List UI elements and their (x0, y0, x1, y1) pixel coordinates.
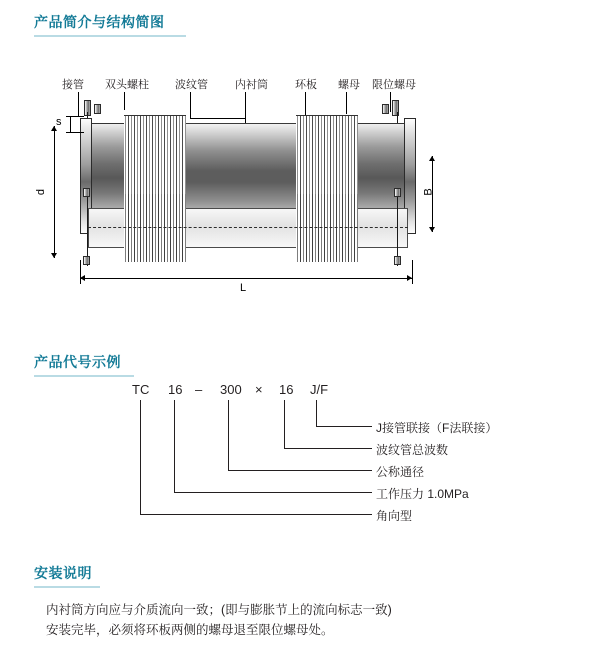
code-desc-waves: 波纹管总波数 (376, 443, 449, 457)
install-note-1: 内衬筒方向应与介质流向一致；(即与膨胀节上的流向标志一致) (46, 603, 392, 617)
heading-rule-3 (34, 586, 100, 588)
code-leader-v-connection (316, 400, 317, 426)
lower-section-view (88, 208, 408, 266)
install-note-2: 安装完毕，必须将环板两侧的螺母退至限位螺母处。 (46, 623, 334, 637)
code-token-dash: – (195, 382, 203, 397)
section-heading-code-text: 产品代号示例 (34, 354, 121, 370)
callout-label-2: 双头螺柱 (105, 79, 149, 91)
dimension-s-tick-top (66, 116, 84, 117)
leader-line-2 (124, 92, 125, 110)
dimension-b-arrow-top (429, 156, 435, 161)
code-token-waves: 16 (279, 382, 294, 397)
dimension-s-line (70, 116, 71, 132)
install-notes (46, 600, 566, 640)
callout-label-3: 波纹管 (175, 79, 208, 91)
dimension-s: s (56, 116, 62, 128)
code-leader-h-type (140, 514, 372, 515)
code-leader-v-diameter (228, 400, 229, 470)
lower-nut-left-2 (83, 256, 90, 265)
code-token-pressure: 16 (168, 382, 183, 397)
dimension-l-ext-right (412, 260, 413, 284)
leader-line-7 (390, 92, 391, 112)
lower-nut-left (83, 188, 90, 197)
callout-label-1: 接管 (62, 79, 84, 91)
dimension-s-tick-bottom (66, 132, 84, 133)
code-token-tc: TC (132, 382, 150, 397)
code-token-diameter: 300 (220, 382, 242, 397)
dimension-l-line (80, 278, 412, 279)
dimension-l: L (240, 282, 247, 294)
nut-right (382, 104, 389, 114)
leader-line-4-h (190, 118, 246, 119)
dimension-d-arrow-bottom (51, 253, 57, 258)
callout-label-6: 螺母 (338, 79, 360, 91)
code-desc-connection: J接管联接（F法联接） (376, 421, 498, 435)
code-desc-pressure: 工作压力 1.0MPa (376, 487, 469, 501)
dimension-b-arrow-bottom (429, 227, 435, 232)
dimension-d-line (54, 126, 55, 258)
structure-diagram (35, 60, 540, 320)
lower-tie-rod-right (397, 192, 398, 266)
code-leader-h-connection (316, 426, 372, 427)
code-leader-v-waves (284, 400, 285, 448)
lower-tie-rod-left (87, 192, 88, 266)
dimension-d-arrow-top (51, 126, 57, 131)
dimension-d: d (35, 188, 48, 196)
section-heading-install-text: 安装说明 (34, 565, 92, 581)
nut-left (94, 104, 101, 114)
product-code-diagram (40, 378, 560, 548)
leader-line-1 (78, 92, 79, 116)
section-heading-code (34, 352, 134, 377)
dimension-b: B (422, 188, 435, 196)
leader-line-6 (346, 92, 347, 114)
section-heading-intro (34, 12, 186, 37)
code-leader-h-waves (284, 448, 372, 449)
code-desc-diameter: 公称通径 (376, 465, 425, 479)
leader-line-3 (190, 92, 191, 118)
heading-rule-2 (34, 375, 134, 377)
section-heading-intro-text: 产品简介与结构简图 (34, 14, 165, 30)
code-token-times: × (255, 382, 263, 397)
dimension-l-ext-left (80, 260, 81, 284)
code-leader-v-pressure (174, 400, 175, 492)
code-leader-h-diameter (228, 470, 372, 471)
code-token-connection: J/F (310, 382, 329, 397)
section-heading-install (34, 563, 100, 588)
heading-rule (34, 35, 186, 37)
callout-label-5: 环板 (295, 79, 317, 91)
code-leader-v-type (140, 400, 141, 514)
code-leader-h-pressure (174, 492, 372, 493)
center-axis-line (88, 227, 408, 229)
lower-nut-right (394, 188, 401, 197)
lower-nut-right-2 (394, 256, 401, 265)
code-desc-type: 角向型 (376, 509, 413, 523)
callout-label-7: 限位螺母 (372, 79, 416, 91)
callout-label-4: 内衬筒 (235, 79, 268, 91)
